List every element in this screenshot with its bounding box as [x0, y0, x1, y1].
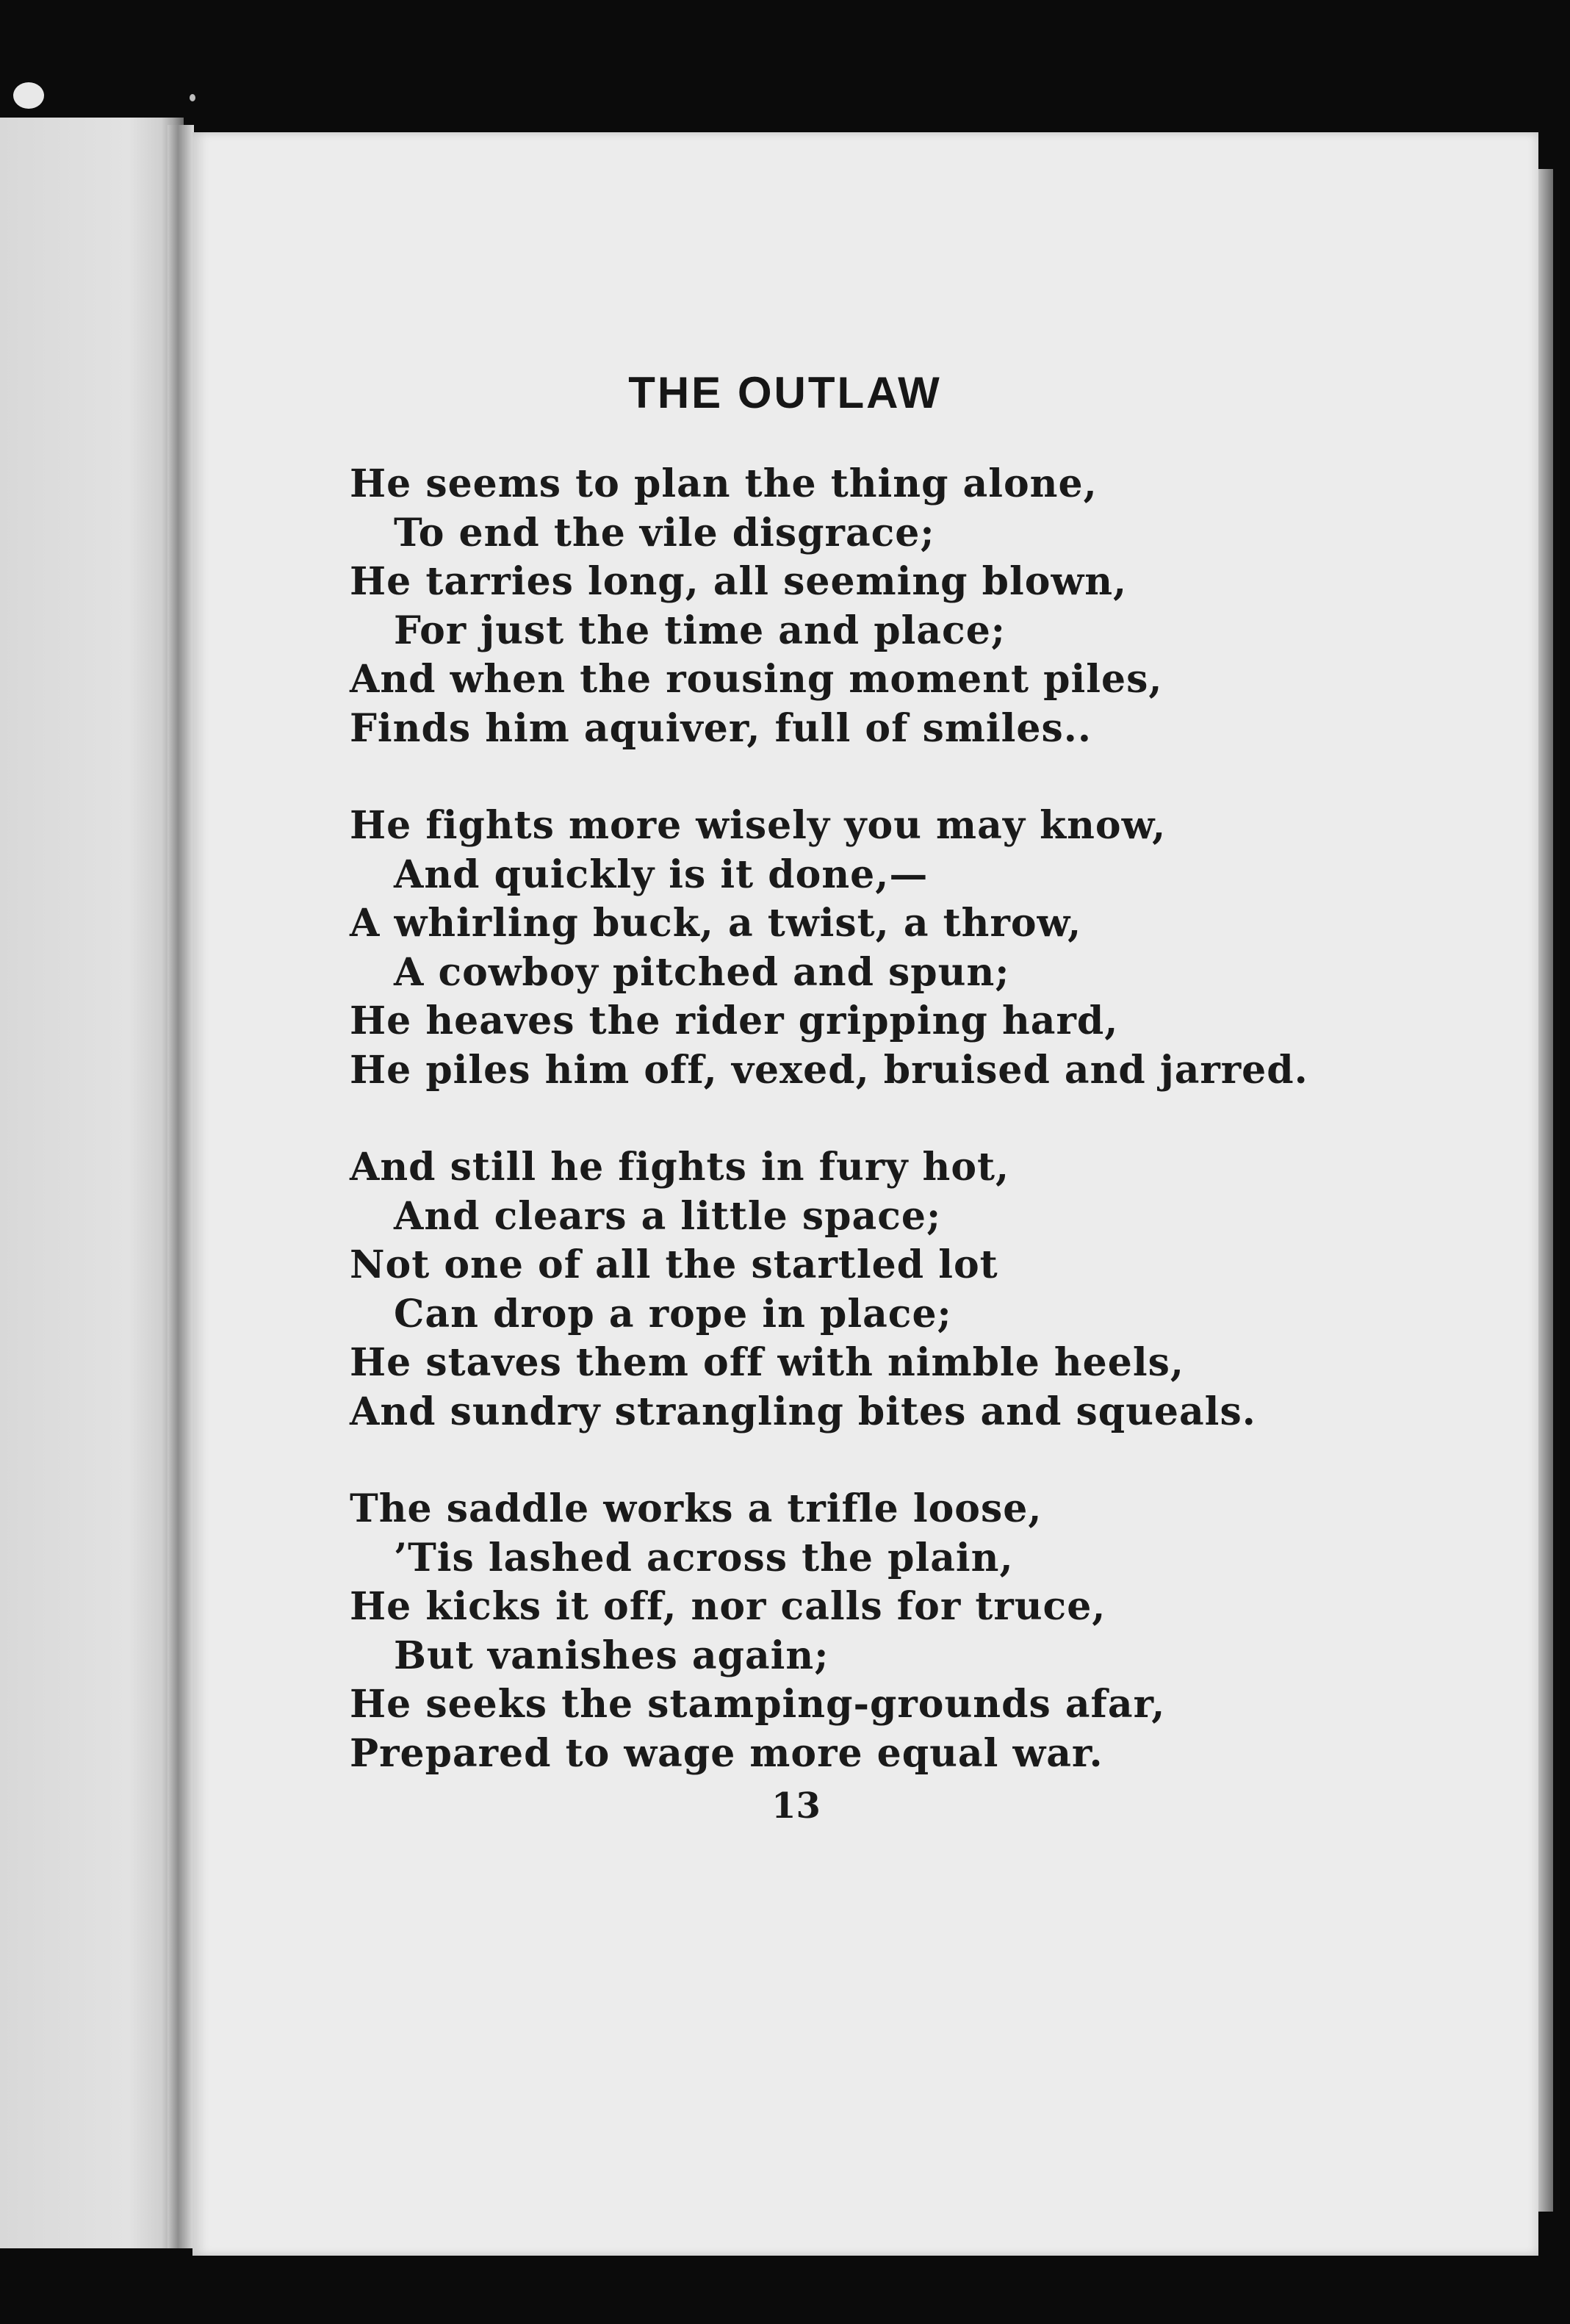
poem-line: For just the time and place; [394, 608, 1006, 653]
poem-line: He tarries long, all seeming blown, [350, 559, 1128, 604]
page-number: 13 [771, 1785, 821, 1827]
poem-line: He piles him off, vexed, bruised and jarred. [350, 1047, 1308, 1093]
poem-line: The saddle works a trifle loose, [350, 1486, 1043, 1531]
poem-title: THE OUTLAW [628, 368, 942, 417]
poem-line: A whirling buck, a twist, a throw, [350, 901, 1082, 946]
scan-speck [13, 82, 44, 109]
poem-line: And quickly is it done,— [394, 852, 929, 897]
poem-line: ’Tis lashed across the plain, [394, 1535, 1014, 1580]
page-edge [1538, 169, 1553, 2212]
stanza [350, 460, 1305, 753]
poem-line: And sundry strangling bites and squeals. [350, 1389, 1256, 1434]
poem-line: Finds him aquiver, full of smiles.. [350, 705, 1092, 751]
poem-line: And when the rousing moment piles, [350, 657, 1163, 702]
poem-line: He kicks it off, nor calls for truce, [350, 1584, 1106, 1629]
poem-line: Prepared to wage more equal war. [350, 1730, 1103, 1776]
poem-line: He seeks the stamping-grounds afar, [350, 1682, 1166, 1727]
poem-line: But vanishes again; [394, 1633, 829, 1678]
poem-line: He heaves the rider gripping hard, [350, 999, 1119, 1043]
poem-line: A cowboy pitched and spun; [394, 949, 1010, 995]
scan-speck [190, 94, 195, 101]
book-spine [168, 125, 194, 2248]
poem-line: He seems to plan the thing alone, [350, 461, 1098, 506]
stanza [350, 1485, 1305, 1778]
poem-line: He fights more wisely you may know, [350, 803, 1167, 848]
poem-line: He staves them off with nimble heels, [350, 1340, 1184, 1385]
stanza [350, 1143, 1305, 1436]
stanza [350, 802, 1308, 1095]
poem-line: Can drop a rope in place; [394, 1291, 952, 1337]
poem-line: And still he fights in fury hot, [350, 1145, 1010, 1190]
poem-line: Not one of all the startled lot [350, 1242, 998, 1287]
poem-line: To end the vile disgrace; [394, 510, 935, 555]
left-page [0, 118, 184, 2248]
poem-body [350, 460, 1308, 1827]
poem-line: And clears a little space; [394, 1193, 942, 1239]
